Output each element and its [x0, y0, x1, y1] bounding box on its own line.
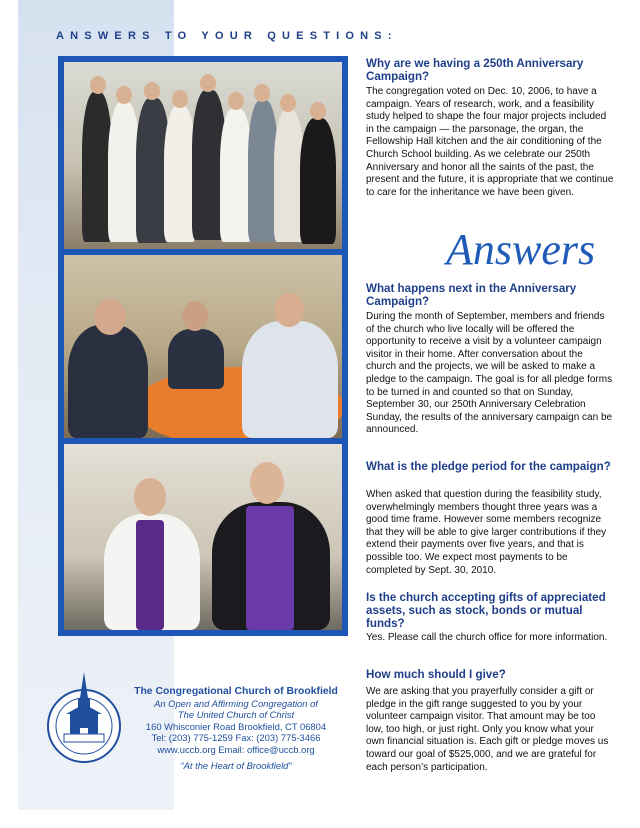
answer-5: We are asking that you prayerfully consider a gift or pledge in the gift range suggested to you by your volunteer campaign visitor. That amount may be too low, too high, or just right. Only you know what your own financial situation is. Each gift or pledge moves us toward our goal of $525,000, and we are grateful for each person’s participation.	[366, 686, 609, 773]
church-name: The Congregational Church of Brookfield	[134, 686, 338, 697]
tagline: “At the Heart of Brookfield”	[180, 759, 292, 771]
web-email: www.uccb.org Email: office@uccb.org	[157, 743, 315, 755]
phone-fax: Tel: (203) 775-1259 Fax: (203) 775-3466	[151, 732, 321, 744]
question-4: Is the church accepting gifts of appreciated assets, such as stock, bonds or mutual funds?	[366, 591, 606, 630]
church-seal-icon	[44, 668, 124, 766]
photo-youth-group	[64, 62, 342, 249]
page-header: ANSWERS TO YOUR QUESTIONS:	[56, 30, 398, 42]
question-5: How much should I give?	[366, 668, 506, 681]
affiliation-line-1: An Open and Affirming Congregation of	[154, 697, 318, 709]
contact-block	[116, 686, 356, 771]
photo-fellowship-table	[64, 255, 342, 438]
photo-column	[58, 56, 348, 636]
question-3: What is the pledge period for the campaign?	[366, 460, 611, 473]
question-2: What happens next in the Anniversary Campaign?	[366, 282, 577, 308]
answer-3: When asked that question during the feasibility study, overwhelmingly members thought three years was a good time frame. However some members recognize that they will be able to give larger contributions if they extend their payments over five years, and that is possible too. We expect most payments to be completed by Sept. 30, 2010.	[366, 489, 607, 576]
question-1: Why are we having a 250th Anniversary Campaign?	[366, 57, 584, 83]
answers-title: Answers	[446, 225, 596, 274]
affiliation-line-2: The United Church of Christ	[177, 709, 295, 721]
answer-1: The congregation voted on Dec. 10, 2006, to have a campaign. Years of research, work, and a feasibility study helped to shape the four major projects included in the campaign — the parsonage, the organ, the Fellowship Hall kitchen and the air conditioning of the Church School building. As we celebrate our 250th Anniversary and honor all the saints of the past, the present and the future, it is appropriate that we continue to care for the inheritance we have been given.	[366, 86, 614, 198]
answer-2: During the month of September, members and friends of the church who live locally will be offered the opportunity to receive a visit by a volunteer campaign visitor in their home. After conversation about the church and the projects, we will be asked to make a pledge to the campaign. The goal is for all pledge forms to be turned in and counted so that on Sunday, September 30, our 250th Anniversary Celebration Sunday, the results of the anniversary campaign can be announced.	[366, 311, 613, 436]
photo-ministers	[64, 444, 342, 630]
answer-4: Yes. Please call the church office for more information.	[366, 632, 608, 643]
address: 160 Whisconier Road Brookfield, CT 06804	[145, 720, 327, 732]
